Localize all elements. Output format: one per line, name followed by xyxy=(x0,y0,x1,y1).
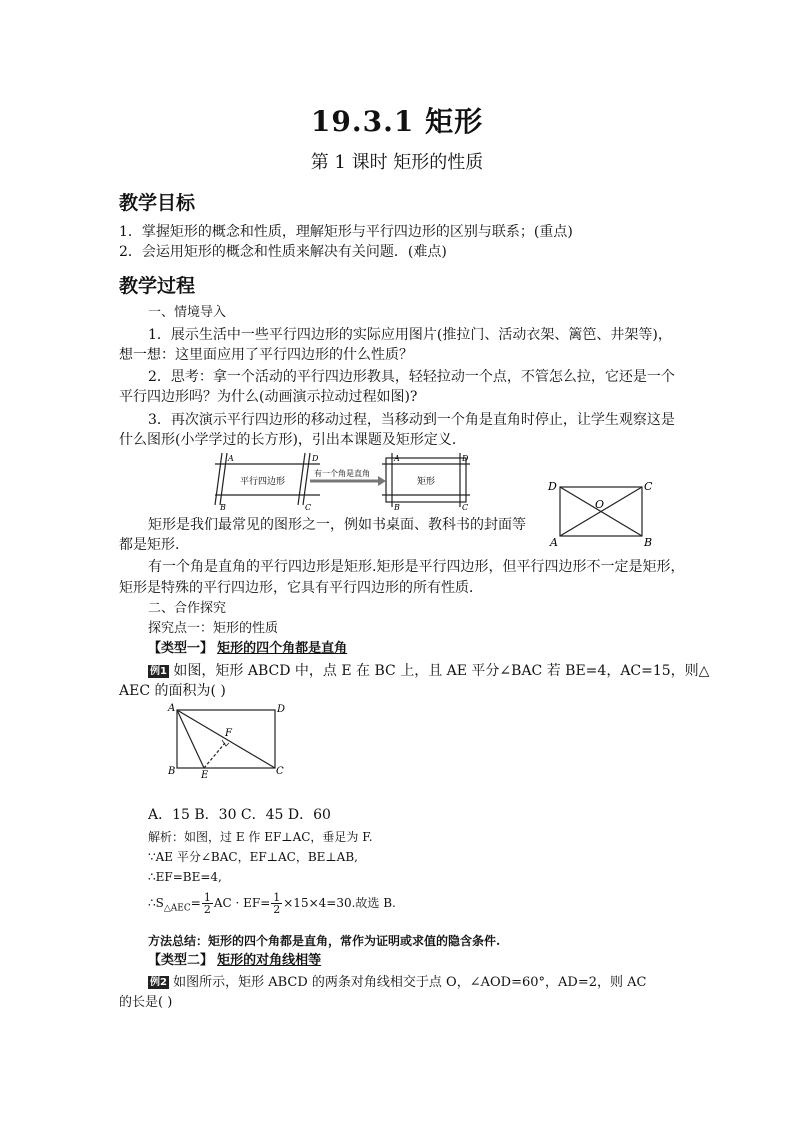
fig-label-c: C xyxy=(276,766,284,777)
paragraph-line: AEC 的面积为( ) xyxy=(119,683,226,699)
fig-label-c: C xyxy=(462,503,469,512)
page-subtitle: 第 1 课时 矩形的性质 xyxy=(310,152,484,173)
page-title: 19.3.1 矩形 xyxy=(310,105,484,138)
type1-text: 矩形的四个角都是直角 xyxy=(217,641,348,656)
exploration-point: 探究点一：矩形的性质 xyxy=(148,621,279,636)
fraction xyxy=(271,892,282,915)
fig-label-d: D xyxy=(277,704,286,715)
fig-label-f: F xyxy=(225,728,232,739)
fraction-numerator: 1 xyxy=(273,891,281,904)
solution-formula xyxy=(148,892,396,919)
objective-item: 1．掌握矩形的概念和性质，理解矩形与平行四边形的区别与联系；(重点) xyxy=(119,224,573,240)
example-badge: 例1 xyxy=(150,666,167,677)
fig-label-d: D xyxy=(462,454,469,463)
paragraph-line: 平行四边形吗？为什么(动画演示拉动过程如图)? xyxy=(119,389,418,405)
example1-line xyxy=(148,660,709,682)
fig-label-d: D xyxy=(312,454,319,463)
fig-label-b: B xyxy=(394,503,400,512)
paragraph-line: 都是矩形. xyxy=(119,537,180,553)
example-badge: 例2 xyxy=(150,977,167,988)
method-summary: 方法总结：矩形的四个角都是直角，常作为证明或求值的隐含条件. xyxy=(148,934,501,948)
paragraph-line: 2．思考：拿一个活动的平行四边形教具，轻轻拉动一个点，不管怎么拉，它还是一个 xyxy=(148,369,675,385)
fig-label-a: A xyxy=(228,454,234,463)
example2-text: 如图所示，矩形 ABCD 的两条对角线相交于点 O，∠AOD=60°，AD=2，则 AC xyxy=(173,975,647,990)
fig-label-a: A xyxy=(394,454,400,463)
paragraph-line: 1．展示生活中一些平行四边形的实际应用图片(推拉门、活动衣架、篱笆、井架等)， xyxy=(148,327,672,343)
type1-heading xyxy=(148,638,347,660)
fig-label-b: B xyxy=(220,503,226,512)
fig-label-o: O xyxy=(595,498,605,511)
formula-part: ∴S xyxy=(148,896,164,910)
process-heading: 教学过程 xyxy=(119,275,196,297)
type2-text: 矩形的对角线相等 xyxy=(217,953,322,968)
paragraph-line: 矩形是特殊的平行四边形，它具有平行四边形的所有性质． xyxy=(119,580,483,596)
formula-part: ×15×4=30.故选 B. xyxy=(283,896,396,910)
fig-label-a: A xyxy=(550,536,558,548)
rectangle-diagonals-figure xyxy=(545,476,660,548)
solution-line: ∵AE 平分∠BAC，EF⊥AC，BE⊥AB, xyxy=(148,850,358,864)
solution-line: 解析：如图，过 E 作 EF⊥AC，垂足为 F. xyxy=(148,830,373,844)
type1-label: 【类型一】 xyxy=(148,641,214,656)
fraction-numerator: 1 xyxy=(203,891,211,904)
fig-label-c: C xyxy=(644,480,653,493)
formula-subscript: △AEC xyxy=(163,903,191,914)
type2-label: 【类型二】 xyxy=(148,953,214,968)
fraction xyxy=(202,892,213,915)
objective-item: 2．会运用矩形的概念和性质来解决有关问题．(难点) xyxy=(119,244,447,260)
paragraph-line: 3．再次演示平行四边形的移动过程，当移动到一个角是直角时停止，让学生观察这是 xyxy=(148,412,675,428)
paragraph-line: 有一个角是直角的平行四边形是矩形.矩形是平行四边形，但平行四边形不一定是矩形， xyxy=(148,559,685,575)
fraction-denominator: 2 xyxy=(203,903,211,916)
part2-heading: 二、合作探究 xyxy=(148,601,227,616)
fig-rect-label: 矩形 xyxy=(417,477,436,487)
paragraph-line: 想一想：这里面应用了平行四边形的什么性质？ xyxy=(119,347,413,363)
part1-heading: 一、情境导入 xyxy=(148,305,227,320)
example1-text: 如图，矩形 ABCD 中，点 E 在 BC 上，且 AE 平分∠BAC 若 BE=4，AC=15，则△ xyxy=(173,663,710,679)
example1-figure xyxy=(165,700,290,782)
fig-label-c: C xyxy=(305,503,312,512)
fig-label-b: B xyxy=(644,536,653,548)
answer-choices: A．15 B．30 C．45 D．60 xyxy=(148,807,331,823)
fig-para-label: 平行四边形 xyxy=(240,477,286,487)
paragraph-line: 什么图形(小学学过的长方形)，引出本课题及矩形定义． xyxy=(119,432,466,448)
fraction-denominator: 2 xyxy=(273,903,281,916)
fig-label-e: E xyxy=(201,770,209,781)
solution-line: ∴EF=BE=4, xyxy=(148,870,222,884)
paragraph-line: 的长是( ) xyxy=(119,995,173,1010)
parallelogram-to-rectangle-figure xyxy=(210,450,480,512)
objectives-heading: 教学目标 xyxy=(119,192,196,214)
fig-arrow-label: 有一个角是直角 xyxy=(314,469,370,478)
type2-heading xyxy=(148,950,321,972)
formula-part: AC · EF= xyxy=(213,896,271,910)
formula-part: = xyxy=(190,896,201,910)
paragraph-line: 矩形是我们最常见的图形之一，例如书桌面、教科书的封面等 xyxy=(148,517,526,533)
fig-label-d: D xyxy=(548,480,557,493)
fig-label-b: B xyxy=(168,766,176,777)
fig-label-a: A xyxy=(168,703,176,714)
example2-line xyxy=(148,972,646,994)
